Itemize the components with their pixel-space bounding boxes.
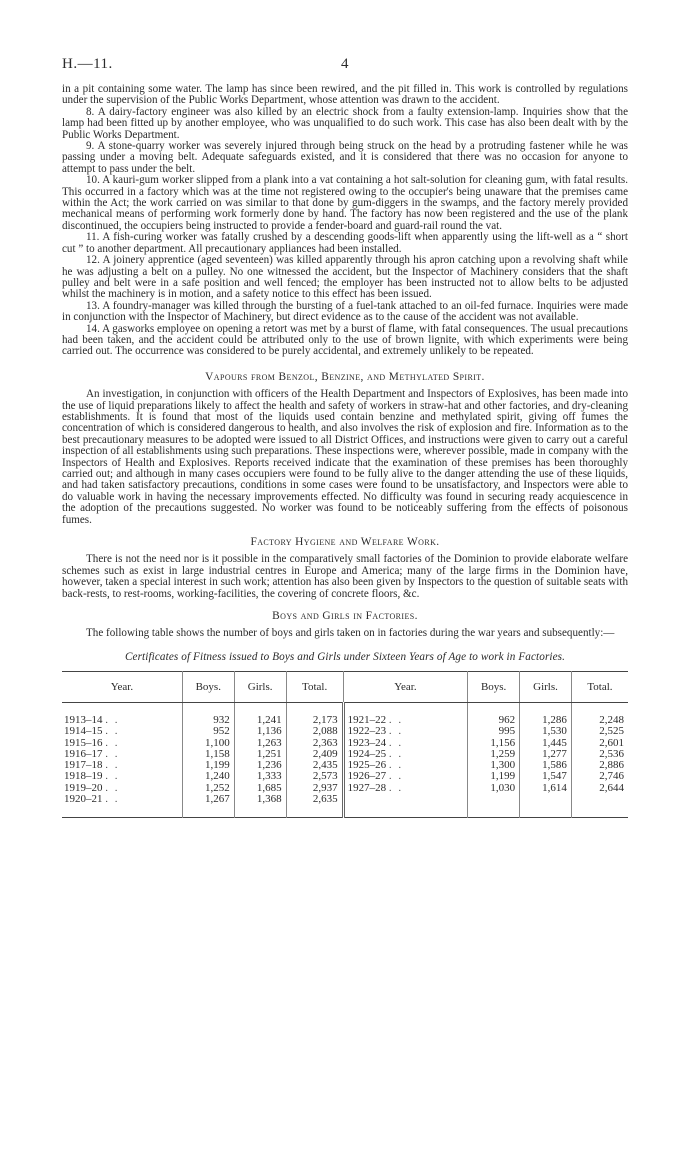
girls-cell: 1,586 — [520, 760, 572, 771]
certificates-table — [62, 671, 628, 818]
boys-cell: 1,267 — [182, 794, 234, 818]
year-cell: 1922–23 — [347, 725, 387, 738]
col-header-boys: Boys. — [182, 672, 234, 703]
year-cell: 1915–16 — [64, 736, 103, 749]
col-header-total-2: Total. — [571, 672, 628, 703]
total-cell: 2,409 — [286, 749, 343, 760]
year-cell: 1917–18 — [64, 759, 103, 772]
total-cell: 2,746 — [571, 771, 628, 782]
table-row — [62, 771, 628, 782]
leader-dots: . . — [105, 747, 120, 760]
heading-boys-girls: Boys and Girls in Factories. — [272, 610, 418, 623]
empty-cell — [468, 794, 520, 818]
girls-cell: 1,251 — [234, 749, 286, 760]
girls-cell: 1,136 — [234, 726, 286, 737]
boys-cell: 1,199 — [182, 760, 234, 771]
leader-dots: . . — [105, 792, 120, 805]
col-header-girls: Girls. — [234, 672, 286, 703]
total-cell: 2,601 — [571, 738, 628, 749]
girls-cell: 1,286 — [520, 703, 572, 727]
boys-cell: 1,156 — [468, 738, 520, 749]
total-cell: 2,573 — [286, 771, 343, 782]
year-cell: 1927–28 — [347, 781, 387, 794]
year-cell: 1916–17 — [64, 747, 103, 760]
total-cell: 2,088 — [286, 726, 343, 737]
empty-cell — [343, 794, 468, 818]
girls-cell: 1,530 — [520, 726, 572, 737]
girls-cell: 1,445 — [520, 738, 572, 749]
year-cell: 1923–24 — [347, 736, 387, 749]
boys-cell: 932 — [182, 703, 234, 727]
leader-dots: . . — [105, 714, 120, 727]
total-cell: 2,937 — [286, 783, 343, 794]
paragraph-hygiene: There is not the need nor is it possible in the comparatively small factories of the Dominion to provide elaborate welfare schemes such as exist in large industrial centres in Europe and America; many of the large firms in the Dominion have, however, taken a special interest in such work; attention has also been given by Inspectors to the question of suitable seats with back-rests, to rest-rooms, working-facilities, the covering of concrete floors, &c. — [62, 553, 628, 600]
table-row — [62, 726, 628, 737]
leader-dots: . . — [388, 714, 404, 727]
paragraph-accident-12: 12. A joinery apprentice (aged seventeen) was killed apparently through his apron catching upon a revolving shaft while he was adjusting a belt on a pulley. No one witnessed the accident, but the Inspector of Machinery considers that the shaft pulley and belt were in a safe position and well fenced; the employer has been instructed not to allow belts to be adjusted whilst the machinery is in motion, and a safety notice to this effect has been issued. — [62, 254, 628, 301]
boys-cell: 1,300 — [468, 760, 520, 771]
table-row — [62, 783, 628, 794]
total-cell: 2,248 — [571, 703, 628, 727]
year-cell: 1914–15 — [64, 725, 103, 738]
year-cell: 1924–25 — [347, 747, 387, 760]
leader-dots: . . — [388, 759, 404, 772]
boys-cell: 962 — [468, 703, 520, 727]
paragraph-accident-11: 11. A fish-curing worker was fatally crushed by a descending goods-lift when apparently using the lift-well as a “ short cut ” to another department. All precautionary appliances had been installed. — [62, 231, 628, 255]
girls-cell: 1,368 — [234, 794, 286, 818]
page-number: 4 — [341, 56, 349, 72]
paragraph-accident-14: 14. A gasworks employee on opening a retort was met by a burst of flame, with fatal consequences. The usual precautions had been taken, and the accident could be attributed only to the use of brown lignite, with which experiments were being carried out. The occurrence was considered to be purely accidental, and extremely unlikely to be repeated. — [62, 322, 628, 358]
paragraph-accident-9: 9. A stone-quarry worker was severely injured through being struck on the head by a protruding fastener while he was passing under a moving belt. Adequate safeguards existed, and it is considered that there was no occasion for anyone to attempt to pass under the belt. — [62, 140, 628, 175]
girls-cell: 1,263 — [234, 738, 286, 749]
total-cell: 2,363 — [286, 738, 343, 749]
boys-cell: 995 — [468, 726, 520, 737]
body-text — [62, 84, 628, 818]
girls-cell: 1,241 — [234, 703, 286, 727]
table-row — [62, 794, 628, 818]
total-cell: 2,635 — [286, 794, 343, 818]
total-cell: 2,886 — [571, 760, 628, 771]
col-header-boys-2: Boys. — [468, 672, 520, 703]
paragraph-accident-10: 10. A kauri-gum worker slipped from a plank into a vat containing a hot salt-solution for cleaning gum, with fatal results. This occurred in a factory which was at the time not registered owing to the occupier's being unaware that the premises came within the Act; the work carried on was similar to that done by gum-diggers in the swamps, and the factory merely provided mechanical means of performing work formerly done by hand. The factory has now been registered and the use of the plank discontinued, the occupiers being instructed to provide a fender-board and guard-rail round the vat. — [62, 174, 628, 232]
table-caption: Certificates of Fitness issued to Boys and Girls under Sixteen Years of Age to work in Factories. — [124, 650, 566, 663]
leader-dots: . . — [388, 770, 404, 783]
paragraph-accident-8: 8. A dairy-factory engineer was also killed by an electric shock from a faulty extension-lamp. Inquiries show that the lamp had been fitted up by another employee, who was unqualified to do such work. This case has also been dealt with by the Public Works Department. — [62, 105, 628, 141]
paragraph-accident-13: 13. A foundry-manager was killed through the bursting of a fuel-tank attached to an oil-fed furnace. Inquiries were made in conjunction with the Inspector of Machinery, but direct evidence as to the cause of the accident was not available. — [62, 299, 628, 324]
boys-cell: 1,199 — [468, 771, 520, 782]
leader-dots: . . — [388, 781, 404, 794]
col-header-girls-2: Girls. — [520, 672, 572, 703]
year-cell: 1920–21 — [64, 792, 103, 805]
girls-cell: 1,333 — [234, 771, 286, 782]
year-cell: 1921–22 — [347, 714, 387, 727]
year-cell: 1913–14 — [64, 714, 103, 727]
leader-dots: . . — [105, 781, 120, 794]
boys-cell: 1,252 — [182, 783, 234, 794]
leader-dots: . . — [105, 770, 120, 783]
leader-dots: . . — [105, 725, 120, 738]
heading-hygiene: Factory Hygiene and Welfare Work. — [250, 536, 440, 549]
girls-cell: 1,547 — [520, 771, 572, 782]
girls-cell: 1,685 — [234, 783, 286, 794]
col-header-year-2: Year. — [343, 672, 468, 703]
total-cell: 2,435 — [286, 760, 343, 771]
leader-dots: . . — [105, 759, 120, 772]
boys-cell: 1,158 — [182, 749, 234, 760]
girls-cell: 1,614 — [520, 783, 572, 794]
boys-cell: 1,030 — [468, 783, 520, 794]
leader-dots: . . — [388, 725, 404, 738]
leader-dots: . . — [105, 736, 120, 749]
boys-cell: 952 — [182, 726, 234, 737]
empty-cell — [520, 794, 572, 818]
heading-vapours: Vapours from Benzol, Benzine, and Methylated Spirit. — [205, 370, 485, 383]
boys-cell: 1,100 — [182, 738, 234, 749]
total-cell: 2,173 — [286, 703, 343, 727]
girls-cell: 1,277 — [520, 749, 572, 760]
leader-dots: . . — [388, 747, 404, 760]
parliamentary-paper-reference: H.—11. — [62, 56, 113, 72]
col-header-total: Total. — [286, 672, 343, 703]
paragraph-vapours: An investigation, in conjunction with officers of the Health Department and Inspectors of Explosives, has been made into the use of liquid preparations likely to affect the health and safety of workers in straw-hat and other factories, and dry-cleaning establishments. It is found that most of the liquids used contain benzine and methylated spirit, giving off fumes the concentration of which is considered dangerous to health, and also involves the risk of explosion and fire. Information as to the best precautionary measures to be adopted were issued to all District Offices, and instructions were given to carry out a careful inspection of all establishments using such preparations. These inspections were, wherever possible, made in company with the Inspectors of Health and Explosives. Reports received indicate that the examination of these premises has been thoroughly carried out; and although in many cases occupiers were found to be fully alive to the danger attending the use of these liquids, and had taken satisfactory precautions, conditions in some cases were found to be unsatisfactory, and Inspectors were able to do valuable work in having the necessary improvements effected. No difficulty was found in securing ready acquiescence in the adoption of the precautions suggested. No worker was found to be noticeably suffering from the effects of poisonous fumes. — [62, 388, 628, 526]
year-cell: 1926–27 — [347, 770, 387, 783]
leader-dots: . . — [388, 736, 404, 749]
paragraph-continuation: in a pit containing some water. The lamp has since been rewired, and the pit filled in. This work is controlled by regulations under the supervision of the Public Works Department, whose attention was drawn to the accident. — [62, 83, 628, 107]
paragraph-boys-girls: The following table shows the number of boys and girls taken on in factories during the war years and subsequently:— — [86, 627, 615, 640]
boys-cell: 1,259 — [468, 749, 520, 760]
year-cell: 1919–20 — [64, 781, 103, 794]
total-cell: 2,525 — [571, 726, 628, 737]
empty-cell — [571, 794, 628, 818]
year-cell: 1925–26 — [347, 759, 387, 772]
table-header-row — [62, 672, 628, 703]
girls-cell: 1,236 — [234, 760, 286, 771]
boys-cell: 1,240 — [182, 771, 234, 782]
year-cell: 1918–19 — [64, 770, 103, 783]
page-header — [62, 56, 628, 78]
total-cell: 2,536 — [571, 749, 628, 760]
total-cell: 2,644 — [571, 783, 628, 794]
table-row — [62, 703, 628, 727]
col-header-year: Year. — [62, 672, 182, 703]
